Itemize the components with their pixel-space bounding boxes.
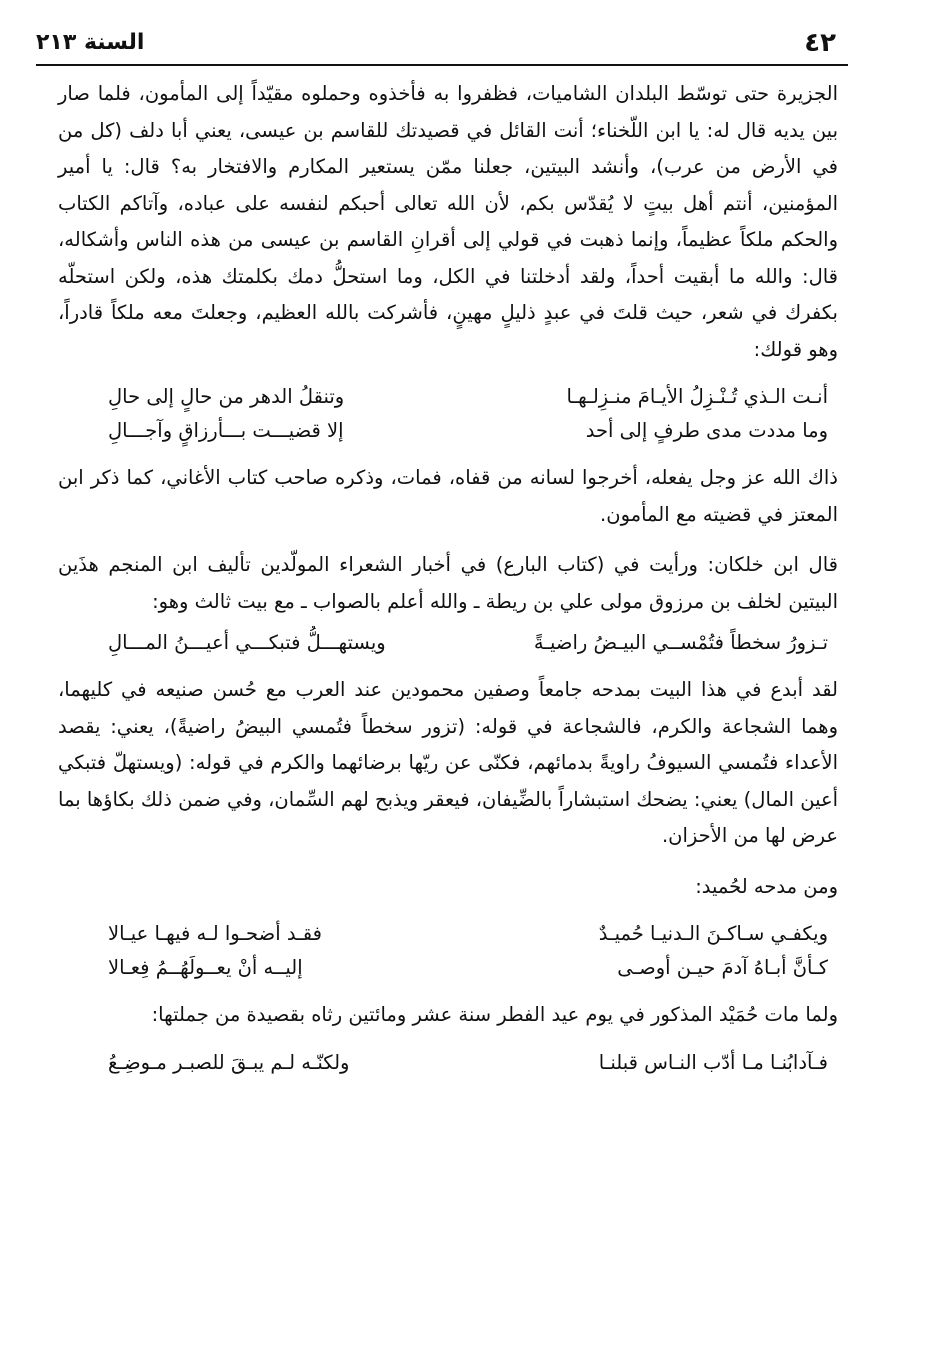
verse-second-hemistich: ولكنّـه لـم يبـقَ للصبـر مـوضِـعُ xyxy=(108,1050,350,1074)
paragraph: لقد أبدع في هذا البيت بمدحه جامعاً وصفين محمودين عند العرب مع حُسن صنيعه في كليهما، وهما الشجاعة والكرم، فالشجاعة في قوله: (تزور سخطاً فتُمسي البيضُ راضيةً)، يعني: يقصد الأعداء فتُمسي السيوفُ راويةً بدمائهم، فكنّى عن ريّها برضائهما والكرم في قوله: (ويستهلّ فتبكي أعين المال) يعني: يضحك استبشاراً بالضِّيفان، فيعقر ويذبح لهم السِّمان، وفي ضمن ذلك بكاؤها بما عرض لها من الأحزان. xyxy=(58,678,838,847)
poem-block xyxy=(58,626,838,660)
paragraph: ذاك الله عز وجل يفعله، أخرجوا لسانه من قفاه، فمات، وذكره صاحب كتاب الأغاني، كما ذكر ابن المعتز في قضيته مع المأمون. xyxy=(58,466,838,526)
verse-line xyxy=(108,626,828,660)
verse-line xyxy=(108,1046,828,1080)
paragraph: ومن مدحه لحُميد: xyxy=(695,874,838,898)
page-body xyxy=(58,76,838,1092)
verse-first-hemistich: ويكفـي سـاكـنَ الـدنيـا حُميـدٌ xyxy=(598,922,828,945)
poem-block xyxy=(58,917,838,985)
verse-line xyxy=(108,917,828,951)
header-rule xyxy=(36,64,848,66)
verse-line xyxy=(108,414,828,448)
poem-block xyxy=(58,380,838,448)
verse-first-hemistich: فـآدابُنـا مـا أدّب النـاس قبلنـا xyxy=(598,1050,828,1074)
verse-second-hemistich: وتنقلُ الدهر من حالٍ إلى حالِ xyxy=(108,385,345,408)
verse-first-hemistich: أنـت الـذي تُـنْـزِلُ الأيـامَ منـزِلـهـا xyxy=(566,385,828,408)
verse-first-hemistich: كـأنَّ أبـاهُ آدمَ حيـن أوصـى xyxy=(617,956,828,979)
running-title: السنة ٢١٣ xyxy=(36,30,145,55)
verse-second-hemistich: إلا قضيـــت بـــأرزاقٍ وآجـــالِ xyxy=(108,419,344,442)
verse-line xyxy=(108,951,828,985)
verse-second-hemistich: فقـد أضحـوا لـه فيهـا عيـالا xyxy=(108,922,322,945)
page-header xyxy=(36,26,836,62)
verse-line xyxy=(108,380,828,414)
paragraph: ولما مات حُمَيْد المذكور في يوم عيد الفطر سنة عشر ومائتين رثاه بقصيدة من جملتها: xyxy=(151,1003,838,1026)
verse-first-hemistich: وما مددت مدى طرفٍ إلى أحد xyxy=(585,419,828,442)
verse-second-hemistich: ويستهـــلُّ فتبكـــي أعيـــنُ المـــالِ xyxy=(108,631,386,654)
poem-block xyxy=(58,1046,838,1080)
page-number: ٤٢ xyxy=(804,28,836,58)
verse-first-hemistich: تـزورُ سخطاً فتُمْســي البيـضُ راضيـةً xyxy=(533,631,828,654)
paragraph: قال ابن خلكان: ورأيت في (كتاب البارع) في أخبار الشعراء المولّدين تأليف ابن المنجم هذَين البيتين لخلف بن مرزوق مولى علي بن ريطة ـ والله أعلم بالصواب ـ مع بيت ثالث وهو: xyxy=(58,553,838,613)
paragraph: الجزيرة حتى توسّط البلدان الشاميات، فظفروا به فأخذوه وحملوه مقيّداً إلى المأمون، فلما صار بين يديه قال له: يا ابن اللّخناء؛ أنت القائل في قصيدتك للقاسم بن عيسى، يعني أبا دلف (كل من في الأرض من عرب)، وأنشد البيتين، جعلنا ممّن يستعير المكارم والافتخار به؟ قال: يا أمير المؤمنين، أنتم أهل بيتٍ لا يُقدّس بكم، لأن الله تعالى أحبكم لنفسه على عباده، وآتاكم الكتاب والحكم ملكاً عظيماً، وإنما ذهبت في قولي إلى أقرانِ القاسم بن عيسى من هذه الناس وأشكاله، قال: والله ما أبقيت أحداً، ولقد أدخلتنا في الكل، وما استحلُّ دمك بكلمتك هذه، ولكن استحلّه بكفرك في شعر، حيث قلتَ في عبدٍ ذليلٍ مهينٍ، فأشركت بالله العظيم، وجعلتَ معه ملكاً قادراً، وهو قولك: xyxy=(58,82,838,361)
verse-second-hemistich: إليــه أنْ يعــولَهُــمُ فِعـالا xyxy=(108,956,303,979)
